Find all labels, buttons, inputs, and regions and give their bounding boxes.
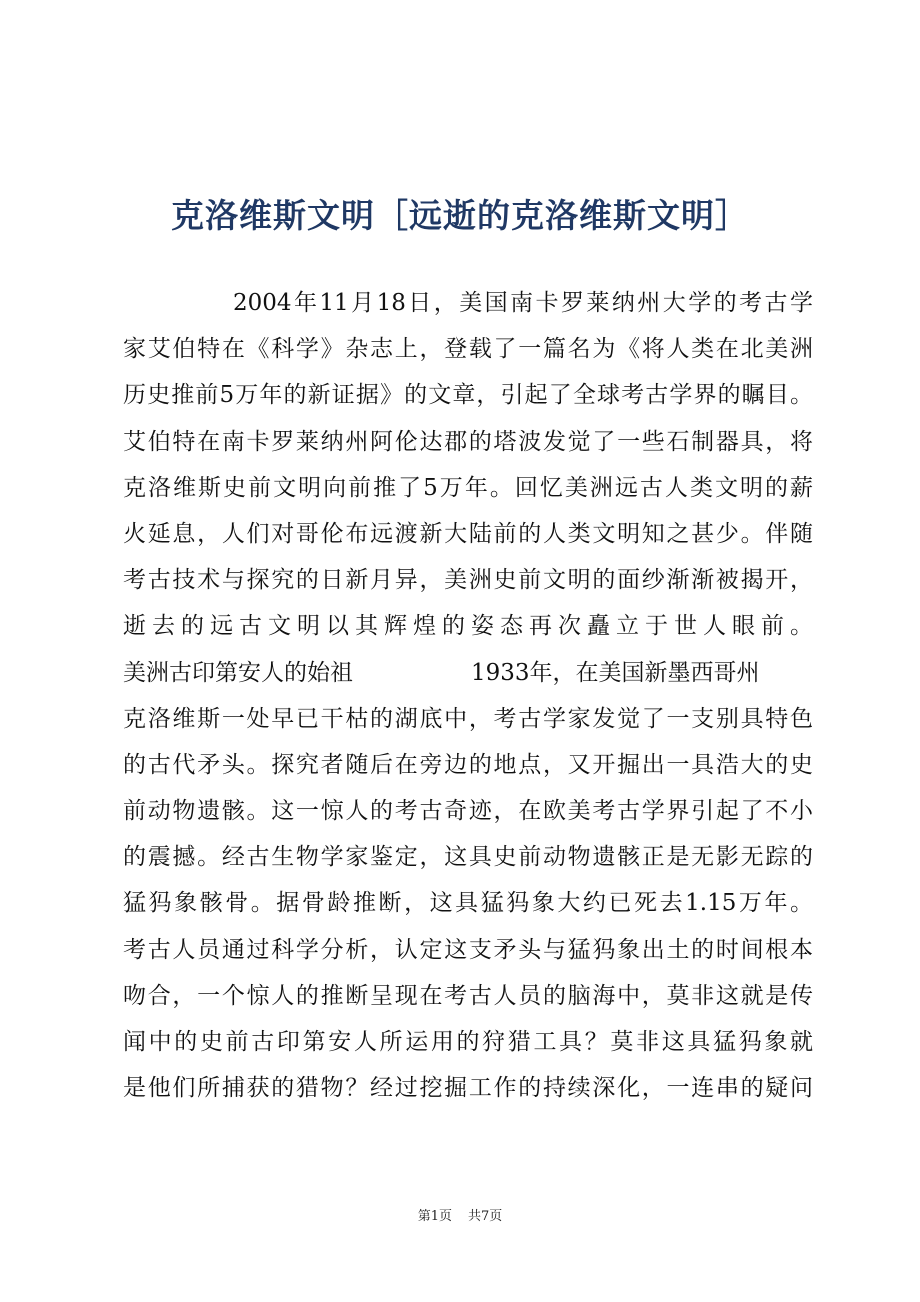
body-line: 前动物遗骸。这一惊人的考古奇迹，在欧美考古学界引起了不小	[123, 798, 813, 825]
body-line: 吻合，一个惊人的推断呈现在考古人员的脑海中，莫非这就是传	[123, 982, 813, 1009]
body-line: 2004年11月18日，美国南卡罗莱纳州大学的考古学	[233, 290, 813, 316]
body-line: 火延息，人们对哥伦布远渡新大陆前的人类文明知之甚少。伴随	[123, 520, 813, 547]
body-line: 的震撼。经古生物学家鉴定，这具史前动物遗骸正是无影无踪的	[123, 844, 813, 871]
body-line: 家艾伯特在《科学》杂志上，登载了一篇名为《将人类在北美洲	[123, 336, 813, 363]
body-line: 艾伯特在南卡罗莱纳州阿伦达郡的塔波发觉了一些石制器具，将	[123, 428, 813, 455]
body-line: 猛犸象骸骨。据骨龄推断，这具猛犸象大约已死去1.15万年。	[123, 890, 813, 917]
body-line: 考古人员通过科学分析，认定这支矛头与猛犸象出土的时间根本	[123, 936, 813, 963]
document-body	[123, 280, 813, 1111]
section-heading: 美洲古印第安人的始祖	[123, 659, 353, 686]
body-line: 闻中的史前古印第安人所运用的狩猎工具？莫非这具猛犸象就	[123, 1029, 813, 1055]
body-line-mixed	[123, 650, 813, 696]
page-footer	[0, 1205, 920, 1224]
page-total: 共7页	[468, 1209, 503, 1224]
body-line: 逝去的远古文明以其辉煌的姿态再次矗立于世人眼前。	[123, 613, 813, 640]
document-title: 克洛维斯文明［远逝的克洛维斯文明］	[171, 196, 749, 235]
body-text-span: 1933年，在美国新墨西哥州	[471, 659, 760, 686]
body-line: 历史推前5万年的新证据》的文章，引起了全球考古学界的瞩目。	[123, 382, 813, 409]
body-line: 克洛维斯史前文明向前推了5万年。回忆美洲远古人类文明的薪	[123, 474, 813, 501]
body-line: 考古技术与探究的日新月异，美洲史前文明的面纱渐渐被揭开，	[123, 567, 813, 594]
body-line: 克洛维斯一处早已干枯的湖底中，考古学家发觉了一支别具特色	[123, 705, 813, 732]
body-line: 的古代矛头。探究者随后在旁边的地点，又开掘出一具浩大的史	[123, 751, 813, 778]
page-number: 第1页	[417, 1209, 452, 1224]
body-line: 是他们所捕获的猎物？经过挖掘工作的持续深化，一连串的疑问	[123, 1075, 813, 1102]
